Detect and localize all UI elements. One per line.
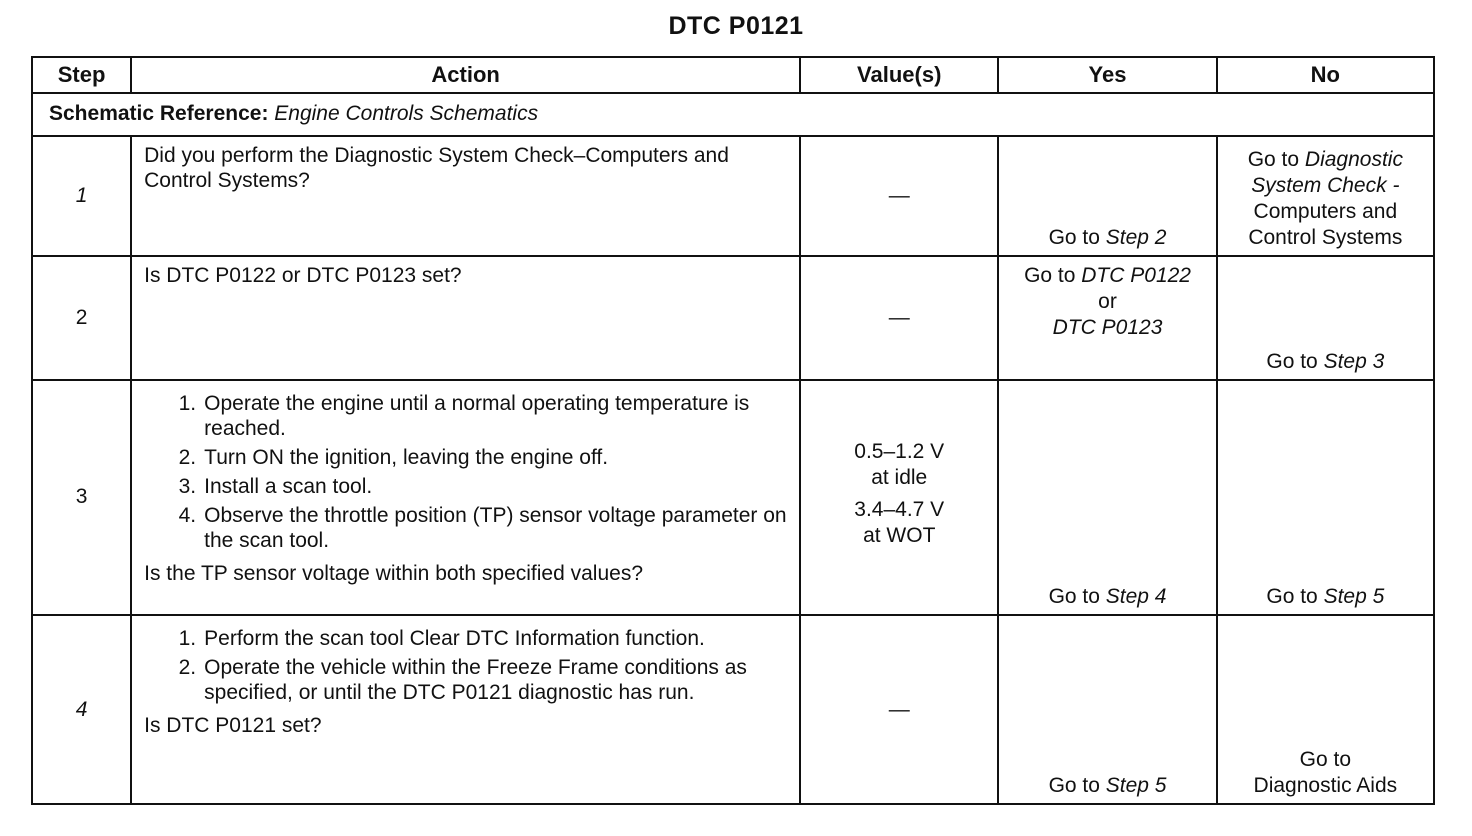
no-link: Diagnostic System Check - bbox=[1251, 147, 1403, 197]
table-row bbox=[32, 615, 1434, 804]
action-cell: Did you perform the Diagnostic System Check–Computers and Control Systems? bbox=[131, 136, 800, 256]
table-row bbox=[32, 380, 1434, 616]
table-row bbox=[32, 256, 1434, 380]
step-number: 1 bbox=[32, 136, 131, 256]
yes-cell: Go to Step 2 bbox=[998, 136, 1216, 256]
action-cell bbox=[131, 615, 800, 804]
step-number: 3 bbox=[32, 380, 131, 616]
list-item: 2. Operate the vehicle within the Freeze Frame conditions as specified, or until the DTC P0121 diagnostic has run. bbox=[178, 656, 747, 705]
yes-cell: Go to DTC P0122 or DTC P0123 bbox=[998, 256, 1216, 380]
header-no: No bbox=[1217, 57, 1434, 93]
no-cell: Go to Step 3 bbox=[1217, 256, 1434, 380]
list-item: 1. Operate the engine until a normal operating temperature is reached. bbox=[178, 391, 750, 440]
list-item: 1. Perform the scan tool Clear DTC Information function. bbox=[178, 627, 705, 651]
diagnostic-table bbox=[31, 56, 1435, 805]
no-cell: Go to Step 5 bbox=[1217, 380, 1434, 616]
list-item: 2. Turn ON the ignition, leaving the engine off. bbox=[178, 445, 609, 469]
list-item: 3. Install a scan tool. bbox=[178, 474, 373, 498]
no-step-ref: Step 5 bbox=[1323, 585, 1385, 609]
header-step: Step bbox=[32, 57, 131, 93]
table-row bbox=[32, 136, 1434, 256]
action-cell: Is DTC P0122 or DTC P0123 set? bbox=[131, 256, 800, 380]
yes-step-ref: Step 4 bbox=[1105, 585, 1167, 609]
action-steps-list bbox=[144, 391, 789, 553]
values-cell: 0.5–1.2 V at idle 3.4–4.7 V at WOT bbox=[800, 380, 998, 616]
schematic-label: Schematic Reference: bbox=[49, 102, 269, 126]
step-number: 4 bbox=[32, 615, 131, 804]
header-values: Value(s) bbox=[800, 57, 998, 93]
no-step-ref: Step 3 bbox=[1323, 349, 1385, 373]
yes-cell: Go to Step 4 bbox=[998, 380, 1216, 616]
header-action: Action bbox=[131, 57, 800, 93]
action-steps-list bbox=[144, 626, 789, 705]
yes-dtc-ref: DTC P0122 bbox=[1081, 263, 1191, 287]
yes-step-ref: Step 5 bbox=[1105, 774, 1167, 797]
yes-step-ref: Step 2 bbox=[1105, 225, 1167, 249]
values-cell: — bbox=[800, 256, 998, 380]
schematic-row bbox=[32, 93, 1434, 135]
page-title: DTC P0121 bbox=[668, 12, 804, 40]
schematic-reference bbox=[32, 93, 1434, 135]
yes-dtc-ref-2: DTC P0123 bbox=[1052, 315, 1163, 339]
header-yes: Yes bbox=[998, 57, 1216, 93]
step-number: 2 bbox=[32, 256, 131, 380]
values-cell: — bbox=[800, 136, 998, 256]
no-cell: Go to Diagnostic Aids bbox=[1217, 615, 1434, 804]
action-question: Is the TP sensor voltage within both specified values? bbox=[144, 561, 643, 585]
header-row bbox=[32, 57, 1434, 93]
no-cell: Go to Diagnostic System Check - Computers and Control Systems bbox=[1217, 136, 1434, 256]
list-item: 4. Observe the throttle position (TP) sensor voltage parameter on the scan tool. bbox=[178, 503, 787, 552]
yes-cell: Go to Step 5 bbox=[998, 615, 1216, 804]
action-cell bbox=[131, 380, 800, 616]
diagnostic-aids-ref: Diagnostic Aids bbox=[1253, 774, 1398, 797]
schematic-link: Engine Controls Schematics bbox=[274, 102, 539, 126]
action-question: Is DTC P0121 set? bbox=[144, 714, 322, 738]
values-cell: — bbox=[800, 615, 998, 804]
